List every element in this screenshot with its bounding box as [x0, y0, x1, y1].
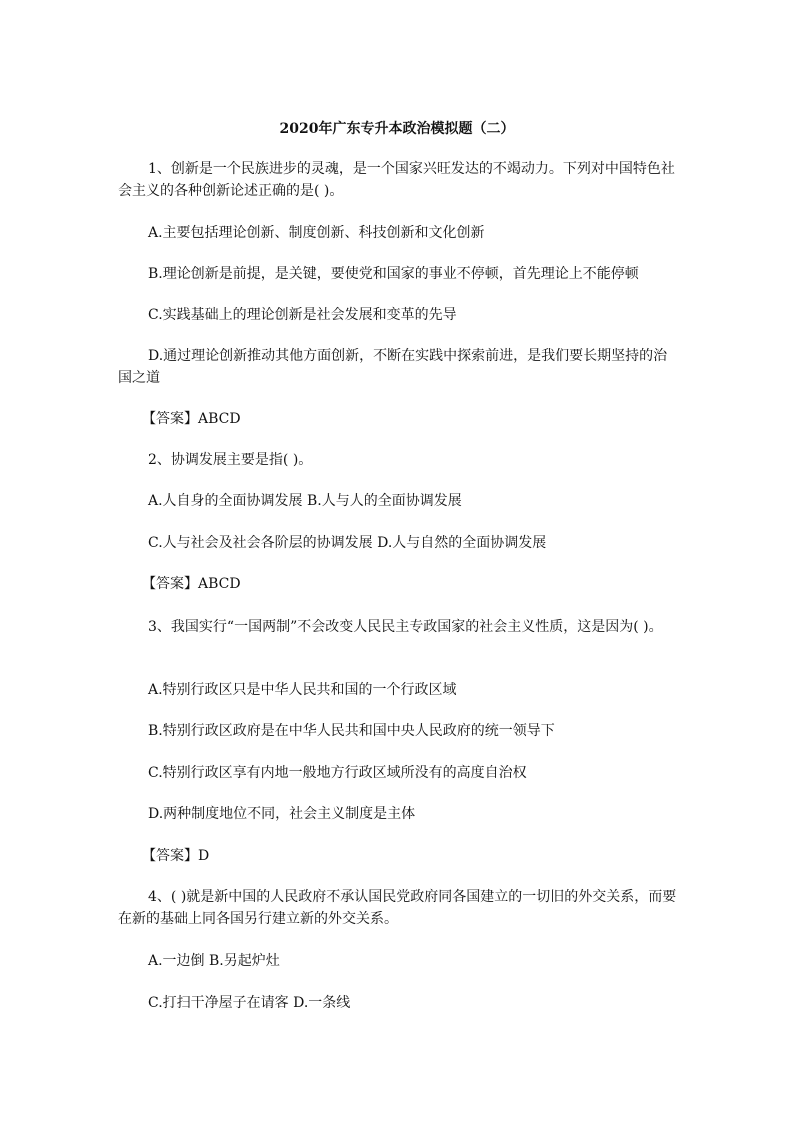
q3-answer: 【答案】D: [142, 848, 210, 864]
q3-option-d: D.两种制度地位不同，社会主义制度是主体: [148, 806, 416, 822]
q3-option-c: C.特别行政区享有内地一般地方行政区域所没有的高度自治权: [148, 765, 527, 781]
q1-option-c: C.实践基础上的理论创新是社会发展和变革的先导: [148, 307, 457, 323]
q4-options-cd: C.打扫干净屋子在请客 D.一条线: [148, 995, 351, 1011]
q1-option-b: B.理论创新是前提，是关键，要使党和国家的事业不停顿，首先理论上不能停顿: [148, 266, 639, 282]
q2-options-ab: A.人自身的全面协调发展 B.人与人的全面协调发展: [148, 493, 462, 509]
q3-option-b: B.特别行政区政府是在中华人民共和国中央人民政府的统一领导下: [148, 723, 555, 739]
q1-option-a: A.主要包括理论创新、制度创新、科技创新和文化创新: [148, 225, 485, 241]
q1-option-d: D.通过理论创新推动其他方面创新，不断在实践中探索前进，是我们要长期坚持的治国之道: [118, 348, 668, 386]
q2-answer: 【答案】ABCD: [142, 576, 241, 592]
question-3: 3、我国实行“一国两制”不会改变人民民主专政国家的社会主义性质，这是因为( )。: [148, 619, 663, 635]
question-2: 2、协调发展主要是指( )。: [148, 452, 313, 468]
q2-options-cd: C.人与社会及社会各阶层的协调发展 D.人与自然的全面协调发展: [148, 535, 547, 551]
q4-options-ab: A.一边倒 B.另起炉灶: [148, 953, 280, 969]
q1-answer: 【答案】ABCD: [142, 411, 241, 427]
question-4: 4、( )就是新中国的人民政府不承认国民党政府同各国建立的一切旧的外交关系，而要在新的基础上同各国另行建立新的外交关系。: [118, 889, 677, 927]
q3-option-a: A.特别行政区只是中华人民共和国的一个行政区域: [148, 682, 457, 698]
document-title: 2020年广东专升本政治模拟题（二）: [279, 121, 515, 137]
question-1: 1、创新是一个民族进步的灵魂，是一个国家兴旺发达的不竭动力。下列对中国特色社会主义的各种创新论述正确的是( )。: [118, 161, 675, 199]
